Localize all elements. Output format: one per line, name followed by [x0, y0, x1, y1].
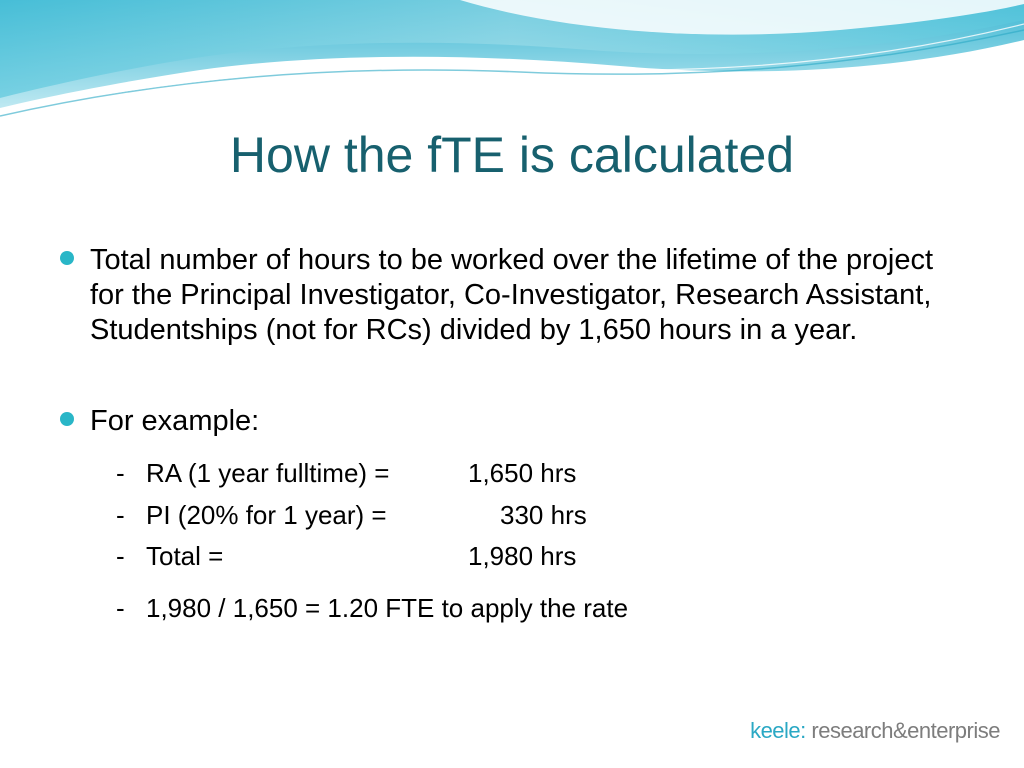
- calc-label: RA (1 year fulltime) =: [146, 458, 390, 488]
- calc-dash: -: [116, 541, 125, 571]
- bullet-dot-icon: [60, 412, 74, 426]
- slide-title: How the fTE is calculated: [229, 127, 795, 183]
- calc-value: 1,980 hrs: [468, 541, 577, 571]
- calc-dash: -: [116, 500, 125, 530]
- calc-dash: -: [116, 458, 125, 488]
- calc-label: PI (20% for 1 year) =: [146, 500, 387, 530]
- calc-result-text: 1,980 / 1,650 = 1.20 FTE to apply the rate: [146, 593, 629, 623]
- calc-value: 330 hrs: [500, 500, 587, 530]
- logo-division-text: research&enterprise: [805, 718, 1000, 743]
- logo-brand-text: keele:: [750, 718, 806, 743]
- calc-value: 1,650 hrs: [468, 458, 577, 488]
- bullet-text: For example:: [90, 405, 260, 437]
- calc-dash: -: [116, 593, 125, 623]
- bullet-dot-icon: [60, 251, 74, 265]
- header-wave-decoration: [0, 0, 1024, 130]
- calc-label: Total =: [146, 541, 224, 571]
- bullet-text: Total number of hours to be worked over the lifetime of the project for the Principal Investigator, Co-Investigator, Research Assistant, Studentships (not for RCs) divided by 1,650 hours in a year.: [90, 244, 934, 346]
- keele-logo: [750, 718, 1000, 744]
